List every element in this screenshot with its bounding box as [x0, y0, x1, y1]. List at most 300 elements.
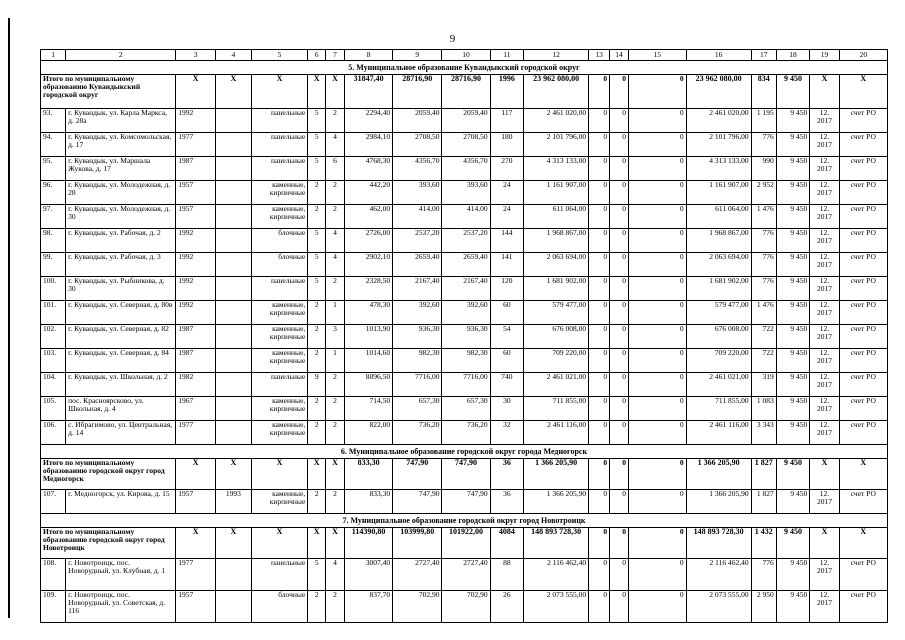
table-cell: 722: [751, 325, 776, 349]
table-cell: 2727,40: [393, 559, 442, 591]
table-cell: 12. 2017: [810, 591, 839, 623]
total-cell: X: [308, 528, 326, 559]
table-cell: 98.: [41, 229, 66, 253]
table-cell: счет РО: [839, 277, 887, 301]
table-cell: 1987: [176, 349, 216, 373]
column-number-row: [41, 50, 888, 61]
table-cell: счет РО: [839, 229, 887, 253]
table-cell: счет РО: [839, 301, 887, 325]
table-cell: [216, 133, 252, 157]
table-cell: 982,30: [393, 349, 442, 373]
table-cell: каменные, кирпичные: [251, 301, 308, 325]
total-cell: X: [326, 75, 345, 109]
table-cell: 4768,30: [344, 157, 392, 181]
total-cell: X: [810, 528, 839, 559]
table-cell: 9 450: [776, 181, 810, 205]
table-row: [41, 133, 888, 157]
table-cell: 1987: [176, 325, 216, 349]
total-cell: X: [308, 75, 326, 109]
table-cell: 990: [751, 157, 776, 181]
table-cell: 747,90: [393, 490, 442, 514]
column-number: 13: [589, 50, 610, 61]
table-cell: счет РО: [839, 373, 887, 397]
table-cell: 3 343: [751, 421, 776, 445]
table-cell: 0: [610, 181, 629, 205]
table-cell: [216, 591, 252, 623]
section-title: 6. Муниципальное образование городской округ города Медногорск: [41, 445, 888, 459]
table-cell: 0: [589, 559, 610, 591]
table-cell: 1: [326, 349, 345, 373]
table-cell: 676 008,00: [524, 325, 589, 349]
table-cell: 0: [610, 157, 629, 181]
table-cell: 9 450: [776, 157, 810, 181]
table-cell: 736,20: [442, 421, 490, 445]
total-cell: 103999,80: [393, 528, 442, 559]
page-number: 9: [449, 33, 456, 45]
total-cell: 1 827: [751, 459, 776, 490]
table-cell: 0: [610, 397, 629, 421]
table-cell: 5: [308, 133, 326, 157]
table-cell: 12. 2017: [810, 277, 839, 301]
table-cell: 2727,40: [442, 559, 490, 591]
table-row: [41, 301, 888, 325]
table-cell: 1977: [176, 133, 216, 157]
table-cell: 936,30: [442, 325, 490, 349]
table-cell: 1957: [176, 205, 216, 229]
table-cell: 0: [610, 559, 629, 591]
table-cell: 0: [628, 349, 686, 373]
total-cell: 0: [589, 528, 610, 559]
table-cell: 0: [628, 277, 686, 301]
table-cell: 93.: [41, 109, 66, 133]
table-cell: 709 220,00: [524, 349, 589, 373]
table-cell: 0: [628, 229, 686, 253]
table-cell: 7716,00: [442, 373, 490, 397]
table-cell: 0: [610, 373, 629, 397]
table-cell: 0: [610, 277, 629, 301]
table-cell: 1987: [176, 157, 216, 181]
table-cell: 2059,40: [393, 109, 442, 133]
table-cell: 12. 2017: [810, 490, 839, 514]
table-cell: 5: [308, 559, 326, 591]
table-cell: 0: [589, 277, 610, 301]
total-cell: 0: [610, 528, 629, 559]
table-cell: г. Кувандык, ул. Молодежная, д. 30: [66, 205, 176, 229]
table-row: [41, 421, 888, 445]
column-number: 16: [686, 50, 751, 61]
table-cell: 611 064,00: [686, 205, 751, 229]
table-cell: 442,20: [344, 181, 392, 205]
table-cell: 0: [589, 325, 610, 349]
table-cell: 2902,10: [344, 253, 392, 277]
page-edge-bar: [8, 18, 10, 618]
table-cell: [216, 181, 252, 205]
column-number: 3: [176, 50, 216, 61]
table-cell: 180: [490, 133, 524, 157]
table-cell: 101.: [41, 301, 66, 325]
column-number: 1: [41, 50, 66, 61]
table-cell: 2: [326, 181, 345, 205]
total-cell: 148 893 728,30: [524, 528, 589, 559]
table-cell: 4356,70: [442, 157, 490, 181]
table-cell: 9 450: [776, 325, 810, 349]
table-row: [41, 373, 888, 397]
table-cell: счет РО: [839, 490, 887, 514]
table-cell: 102.: [41, 325, 66, 349]
table-cell: 1 161 907,00: [686, 181, 751, 205]
total-cell: X: [839, 459, 887, 490]
table-cell: счет РО: [839, 109, 887, 133]
table-cell: 270: [490, 157, 524, 181]
table-cell: 6: [326, 157, 345, 181]
table-cell: 3007,40: [344, 559, 392, 591]
column-number: 14: [610, 50, 629, 61]
table-cell: 2 952: [751, 181, 776, 205]
table-cell: [216, 205, 252, 229]
table-cell: 0: [610, 109, 629, 133]
table-cell: 1977: [176, 421, 216, 445]
table-cell: г. Кувандык, ул. Молодежная, д. 28: [66, 181, 176, 205]
table-cell: 12. 2017: [810, 109, 839, 133]
table-cell: 2: [326, 591, 345, 623]
table-cell: панельные: [251, 157, 308, 181]
table-cell: 0: [628, 421, 686, 445]
table-cell: 96.: [41, 181, 66, 205]
table-cell: 1 366 205,90: [524, 490, 589, 514]
section-title: 7. Муниципальное образование городской округ город Новотроицк: [41, 514, 888, 528]
table-cell: 462,00: [344, 205, 392, 229]
total-cell: X: [326, 528, 345, 559]
table-cell: 657,30: [393, 397, 442, 421]
table-cell: 9 450: [776, 373, 810, 397]
table-cell: 0: [628, 133, 686, 157]
table-row: [41, 229, 888, 253]
total-cell: X: [326, 459, 345, 490]
table-cell: 2 116 462,40: [524, 559, 589, 591]
total-cell: X: [251, 528, 308, 559]
table-cell: панельные: [251, 559, 308, 591]
table-cell: счет РО: [839, 397, 887, 421]
table-cell: 9 450: [776, 301, 810, 325]
table-row: [41, 157, 888, 181]
table-cell: 0: [589, 253, 610, 277]
total-row: [41, 75, 888, 109]
table-cell: 1993: [216, 490, 252, 514]
table-row: [41, 349, 888, 373]
table-cell: г. Кувандык, ул. Северная, д. 82: [66, 325, 176, 349]
total-cell: 833,30: [344, 459, 392, 490]
table-cell: счет РО: [839, 253, 887, 277]
table-cell: 0: [589, 373, 610, 397]
table-cell: г. Новотроицк, пос. Новорудный, ул. Клубная, д. 1: [66, 559, 176, 591]
table-cell: 36: [490, 490, 524, 514]
column-number: 20: [839, 50, 887, 61]
table-cell: г. Новотроицк, пос. Новорудный, ул. Советская, д. 116: [66, 591, 176, 623]
table-cell: 7716,00: [393, 373, 442, 397]
table-cell: 1967: [176, 397, 216, 421]
table-cell: [216, 277, 252, 301]
table-cell: 2659,40: [442, 253, 490, 277]
table-cell: 9 450: [776, 490, 810, 514]
table-cell: счет РО: [839, 181, 887, 205]
table-cell: г. Медногорск, ул. Кирова, д. 15: [66, 490, 176, 514]
table-cell: 0: [628, 109, 686, 133]
table-cell: 319: [751, 373, 776, 397]
total-cell: 4084: [490, 528, 524, 559]
total-cell: X: [810, 459, 839, 490]
table-cell: 4356,70: [393, 157, 442, 181]
table-cell: счет РО: [839, 559, 887, 591]
table-cell: 4 313 133,00: [686, 157, 751, 181]
table-cell: 0: [610, 591, 629, 623]
table-cell: 100.: [41, 277, 66, 301]
table-cell: [216, 109, 252, 133]
table-cell: 12. 2017: [810, 205, 839, 229]
total-cell: 0: [589, 459, 610, 490]
total-cell: X: [810, 75, 839, 109]
total-cell: 747,90: [442, 459, 490, 490]
table-cell: с. Ибрагимово, ул. Центральная, д. 14: [66, 421, 176, 445]
total-cell: X: [308, 459, 326, 490]
table-cell: г. Кувандык, ул. Рыбникова, д. 30: [66, 277, 176, 301]
table-cell: 9 450: [776, 109, 810, 133]
total-cell: 747,90: [393, 459, 442, 490]
table-cell: 833,30: [344, 490, 392, 514]
total-cell: X: [839, 528, 887, 559]
table-cell: 5: [308, 277, 326, 301]
total-cell: 9 450: [776, 459, 810, 490]
total-cell: 36: [490, 459, 524, 490]
table-cell: 0: [610, 229, 629, 253]
table-cell: 0: [610, 301, 629, 325]
table-cell: 676 008,00: [686, 325, 751, 349]
table-cell: 2659,40: [393, 253, 442, 277]
table-cell: 2 461 116,00: [686, 421, 751, 445]
table-cell: 722: [751, 349, 776, 373]
table-cell: 26: [490, 591, 524, 623]
total-cell: 28716,90: [442, 75, 490, 109]
table-cell: 5: [308, 157, 326, 181]
total-cell: 9 450: [776, 75, 810, 109]
table-cell: 1 366 205,90: [686, 490, 751, 514]
total-cell: 23 962 080,00: [524, 75, 589, 109]
table-cell: 2 063 694,00: [524, 253, 589, 277]
total-cell: X: [216, 528, 252, 559]
table-cell: г. Кувандык, ул. Карла Маркса, д. 28а: [66, 109, 176, 133]
table-cell: 0: [589, 181, 610, 205]
total-cell: 0: [610, 459, 629, 490]
table-cell: [216, 397, 252, 421]
total-row: [41, 528, 888, 559]
table-cell: 0: [589, 109, 610, 133]
table-cell: 1957: [176, 181, 216, 205]
table-cell: 54: [490, 325, 524, 349]
table-cell: г. Кувандык, ул. Комсомольская, д. 17: [66, 133, 176, 157]
total-cell: 101922,00: [442, 528, 490, 559]
table-cell: 9 450: [776, 349, 810, 373]
table-cell: г. Кувандык, ул. Северная, д. 84: [66, 349, 176, 373]
table-cell: [216, 349, 252, 373]
table-cell: 2: [308, 301, 326, 325]
table-cell: 414,00: [442, 205, 490, 229]
table-cell: 392,60: [442, 301, 490, 325]
total-cell: 0: [628, 459, 686, 490]
table-cell: 657,30: [442, 397, 490, 421]
total-cell: X: [176, 528, 216, 559]
table-cell: 105.: [41, 397, 66, 421]
table-cell: 776: [751, 133, 776, 157]
table-cell: 2: [326, 490, 345, 514]
table-cell: 2: [308, 325, 326, 349]
table-cell: 414,00: [393, 205, 442, 229]
table-cell: 1 083: [751, 397, 776, 421]
table-cell: г. Кувандык, ул. Северная, д. 80в: [66, 301, 176, 325]
table-cell: 2 073 555,00: [524, 591, 589, 623]
table-cell: 0: [589, 421, 610, 445]
total-cell: 23 962 080,00: [686, 75, 751, 109]
column-number: 9: [393, 50, 442, 61]
table-cell: 12. 2017: [810, 253, 839, 277]
total-cell: 1996: [490, 75, 524, 109]
table-cell: 4: [326, 133, 345, 157]
table-cell: счет РО: [839, 157, 887, 181]
table-row: [41, 253, 888, 277]
table-cell: 2 073 555,00: [686, 591, 751, 623]
table-cell: 2: [326, 277, 345, 301]
table-cell: 2328,50: [344, 277, 392, 301]
table-cell: 5: [308, 109, 326, 133]
table-cell: 60: [490, 301, 524, 325]
table-cell: панельные: [251, 373, 308, 397]
table-cell: панельные: [251, 109, 308, 133]
table-cell: 776: [751, 277, 776, 301]
table-cell: 740: [490, 373, 524, 397]
table-row: [41, 591, 888, 623]
table-cell: 2 101 796,00: [524, 133, 589, 157]
column-number: 6: [308, 50, 326, 61]
table-cell: каменные, кирпичные: [251, 181, 308, 205]
table-cell: 0: [589, 229, 610, 253]
table-cell: 1 968 867,00: [686, 229, 751, 253]
section-title-row: [41, 514, 888, 528]
table-cell: 12. 2017: [810, 421, 839, 445]
column-number: 11: [490, 50, 524, 61]
table-cell: [216, 325, 252, 349]
table-cell: 12. 2017: [810, 373, 839, 397]
table-cell: 99.: [41, 253, 66, 277]
section-title-row: [41, 61, 888, 75]
table-cell: панельные: [251, 133, 308, 157]
table-cell: 0: [610, 133, 629, 157]
table-cell: 711 855,00: [686, 397, 751, 421]
table-cell: каменные, кирпичные: [251, 325, 308, 349]
table-cell: 2: [326, 421, 345, 445]
table-cell: каменные, кирпичные: [251, 205, 308, 229]
table-cell: 1 195: [751, 109, 776, 133]
table-cell: 0: [628, 301, 686, 325]
table-cell: счет РО: [839, 349, 887, 373]
table-cell: 0: [610, 205, 629, 229]
table-cell: 12. 2017: [810, 349, 839, 373]
table-cell: панельные: [251, 277, 308, 301]
table-cell: 0: [610, 490, 629, 514]
table-cell: 117: [490, 109, 524, 133]
table-cell: 776: [751, 229, 776, 253]
table-row: [41, 205, 888, 229]
table-cell: каменные, кирпичные: [251, 397, 308, 421]
table-cell: 120: [490, 277, 524, 301]
table-cell: 1957: [176, 490, 216, 514]
column-number: 2: [66, 50, 176, 61]
table-cell: блочные: [251, 591, 308, 623]
table-cell: 1 827: [751, 490, 776, 514]
table-cell: 88: [490, 559, 524, 591]
total-cell: 148 893 728,30: [686, 528, 751, 559]
table-cell: счет РО: [839, 133, 887, 157]
table-cell: 107.: [41, 490, 66, 514]
total-cell: 31847,40: [344, 75, 392, 109]
table-cell: 936,30: [393, 325, 442, 349]
table-cell: 2708,50: [442, 133, 490, 157]
table-cell: 9 450: [776, 133, 810, 157]
table-cell: 9 450: [776, 205, 810, 229]
table-cell: 2 461 021,00: [524, 373, 589, 397]
table-cell: 0: [589, 591, 610, 623]
table-cell: 8896,50: [344, 373, 392, 397]
column-number: 7: [326, 50, 345, 61]
table-cell: 103.: [41, 349, 66, 373]
table-cell: 0: [589, 397, 610, 421]
total-cell: X: [216, 75, 252, 109]
total-cell: 1 366 205,90: [524, 459, 589, 490]
table-cell: счет РО: [839, 325, 887, 349]
table-cell: 2 461 020,00: [524, 109, 589, 133]
table-cell: счет РО: [839, 591, 887, 623]
table-cell: 12. 2017: [810, 559, 839, 591]
table-cell: 0: [628, 490, 686, 514]
table-cell: 4 313 133,00: [524, 157, 589, 181]
table-cell: пос. Красноярсково, ул. Школьная, д. 4: [66, 397, 176, 421]
table-cell: 12. 2017: [810, 157, 839, 181]
table-cell: 1 161 907,00: [524, 181, 589, 205]
table-cell: 104.: [41, 373, 66, 397]
total-cell: 0: [589, 75, 610, 109]
table-cell: 12. 2017: [810, 181, 839, 205]
table-cell: каменные, кирпичные: [251, 349, 308, 373]
table-cell: 2 461 116,00: [524, 421, 589, 445]
table-cell: 2 116 462,40: [686, 559, 751, 591]
table-cell: 702,90: [393, 591, 442, 623]
table-cell: 2: [326, 109, 345, 133]
table-cell: 1013,90: [344, 325, 392, 349]
table-cell: 0: [589, 349, 610, 373]
table-cell: 736,20: [393, 421, 442, 445]
table-cell: 478,30: [344, 301, 392, 325]
table-cell: 776: [751, 253, 776, 277]
table-cell: 2537,20: [393, 229, 442, 253]
table-cell: счет РО: [839, 421, 887, 445]
table-cell: 393,60: [393, 181, 442, 205]
table-cell: 2 950: [751, 591, 776, 623]
table-cell: 12. 2017: [810, 301, 839, 325]
table-cell: 106.: [41, 421, 66, 445]
table-cell: 144: [490, 229, 524, 253]
table-cell: г. Кувандык, ул. Рабочая, д. 2: [66, 229, 176, 253]
table-cell: [216, 157, 252, 181]
table-cell: 2: [308, 349, 326, 373]
column-number: 19: [810, 50, 839, 61]
table-cell: 0: [589, 490, 610, 514]
